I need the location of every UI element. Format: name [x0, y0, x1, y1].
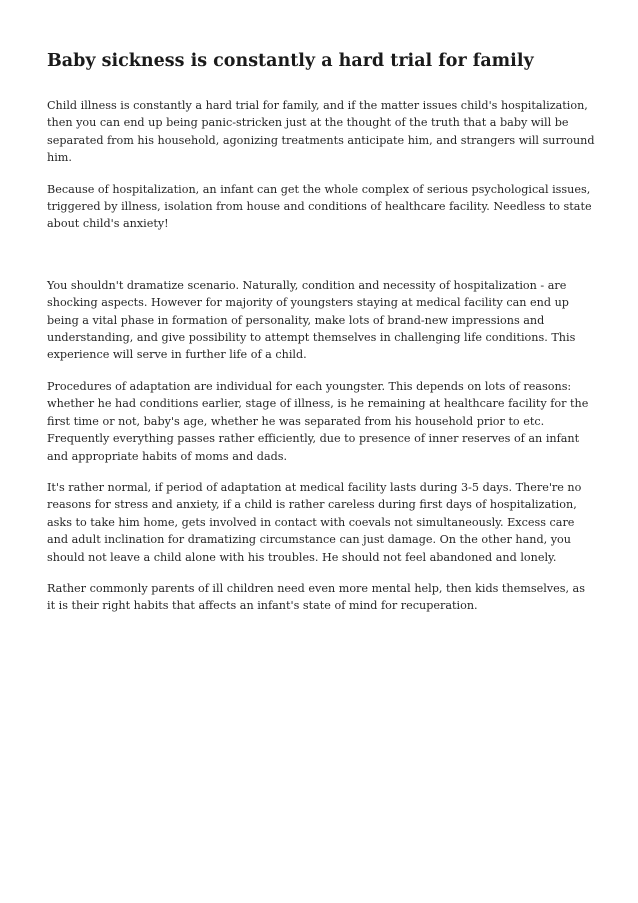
blank-space — [47, 247, 595, 277]
document-page — [47, 50, 595, 629]
document-title: Baby sickness is constantly a hard trial for family — [47, 51, 534, 71]
paragraph-3: You shouldn't dramatize scenario. Naturally, condition and necessity of hospitalization - are shocking aspects. However for majority of youngsters staying at medical facility can end up being a vital phase in formation of personality, make lots of brand-new impressions and understanding, and give possibility to attempt themselves in challenging life conditions. This experience will serve in further life of a child. — [47, 278, 576, 362]
paragraph-5: It's rather normal, if period of adaptation at medical facility lasts during 3-5 days. There're no reasons for stress and anxiety, if a child is rather careless during first days of hospitalization, asks to take him home, gets involved in contact with coevals not simultaneously. Excess care and adult inclination for dramatizing circumstance can just damage. On the other hand, you should not leave a child alone with his troubles. He should not feel abandoned and lonely. — [47, 480, 582, 564]
paragraph-1: Child illness is constantly a hard trial for family, and if the matter issues child's hospitalization, then you can end up being panic-stricken just at the thought of the truth that a baby will be separated from his household, agonizing treatments anticipate him, and strangers will surround him. — [47, 99, 595, 165]
paragraph-4: Procedures of adaptation are individual for each youngster. This depends on lots of reasons: whether he had conditions earlier, stage of illness, is he remaining at healthcare facility for the first time or not, baby's age, whether he was separated from his household prior to etc. Frequently everything passes rather efficiently, due to presence of inner reserves of an infant and appropriate habits of moms and dads. — [47, 379, 589, 463]
paragraph-2: Because of hospitalization, an infant can get the whole complex of serious psychological issues, triggered by illness, isolation from house and conditions of healthcare facility. Needless to state about child's anxiety! — [47, 182, 592, 231]
paragraph-6: Rather commonly parents of ill children need even more mental help, then kids themselves, as it is their right habits that affects an infant's state of mind for recuperation. — [47, 581, 585, 613]
